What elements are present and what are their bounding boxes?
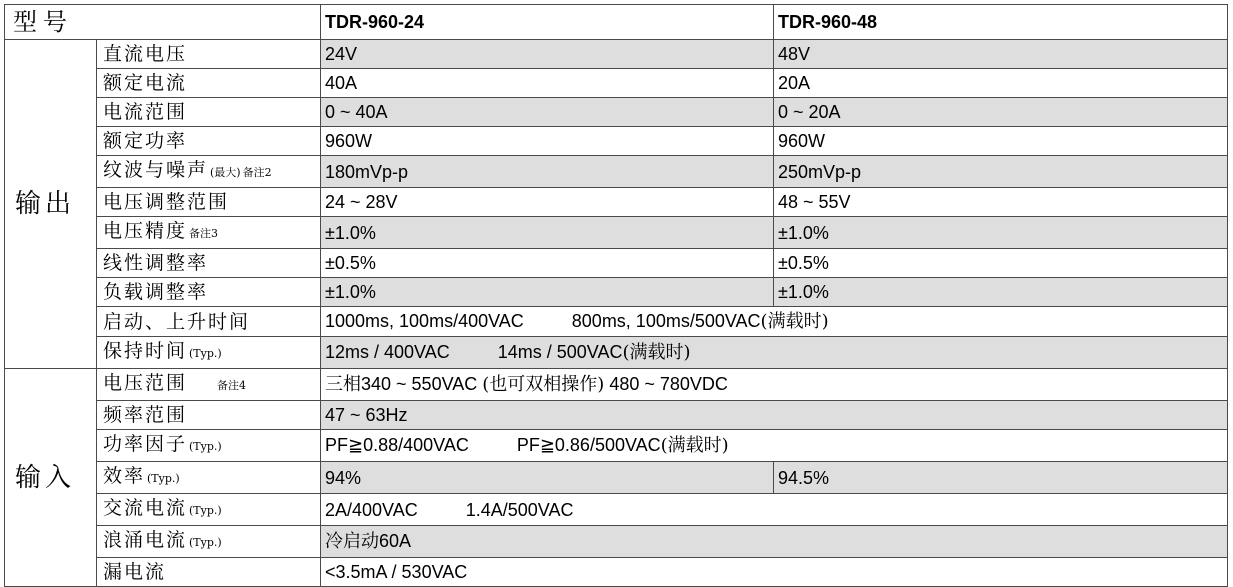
label-dc-voltage: 直流电压 bbox=[97, 40, 321, 69]
value-merged bbox=[321, 307, 1228, 337]
value-b: 94.5% bbox=[774, 462, 1228, 494]
value-2-cn: (满载时) bbox=[760, 311, 829, 332]
label-line-reg: 线性调整率 bbox=[97, 249, 321, 278]
row-rated-current bbox=[5, 69, 1228, 98]
label-freq-range: 频率范围 bbox=[97, 401, 321, 430]
qualifier: (最大) bbox=[210, 166, 241, 179]
value-a: 24V bbox=[321, 40, 774, 69]
value-a: ±1.0% bbox=[321, 217, 774, 249]
label-inrush bbox=[97, 526, 321, 558]
row-line-reg bbox=[5, 249, 1228, 278]
row-setup-rise bbox=[5, 307, 1228, 337]
note-ref: 备注3 bbox=[189, 227, 219, 240]
row-rated-power bbox=[5, 127, 1228, 156]
value: 60A bbox=[379, 531, 412, 551]
value-1: 2A/400VAC bbox=[325, 499, 418, 520]
label-text: 浪涌电流 bbox=[103, 529, 188, 551]
value-a: 40A bbox=[321, 69, 774, 98]
row-dc-voltage bbox=[5, 40, 1228, 69]
label-ripple-noise bbox=[97, 156, 321, 188]
label-text: 纹波与噪声 bbox=[103, 159, 209, 181]
label-text: 电压精度 bbox=[103, 220, 188, 242]
value-1: 1000ms, 100ms/400VAC bbox=[325, 311, 524, 331]
label-efficiency bbox=[97, 462, 321, 494]
value-2: 1.4A/500VAC bbox=[465, 499, 574, 520]
label-current-range: 电流范围 bbox=[97, 98, 321, 127]
qualifier: (Typ.) bbox=[189, 504, 222, 517]
value-cn-1: 三相 bbox=[325, 374, 361, 395]
row-hold-up bbox=[5, 337, 1228, 369]
value-cn-2: (也可双相操作) bbox=[482, 374, 605, 395]
row-load-reg bbox=[5, 278, 1228, 307]
value-a: 24 ~ 28V bbox=[321, 188, 774, 217]
row-power-factor bbox=[5, 430, 1228, 462]
row-ac-current bbox=[5, 494, 1228, 526]
label-text: 电压范围 bbox=[103, 372, 188, 394]
value-merged bbox=[321, 430, 1228, 462]
note-ref: 备注4 bbox=[217, 379, 247, 392]
label-text: 保持时间 bbox=[103, 340, 188, 362]
value-cn: 冷启动 bbox=[325, 531, 379, 552]
value-b: 48 ~ 55V bbox=[774, 188, 1228, 217]
label-power-factor bbox=[97, 430, 321, 462]
value-merged bbox=[321, 526, 1228, 558]
label-voltage-adj: 电压调整范围 bbox=[97, 188, 321, 217]
label-text: 效率 bbox=[103, 465, 146, 487]
qualifier: (Typ.) bbox=[189, 347, 222, 360]
row-efficiency bbox=[5, 462, 1228, 494]
label-text: 交流电流 bbox=[103, 497, 188, 519]
label-input-voltage bbox=[97, 369, 321, 401]
value-merged bbox=[321, 337, 1228, 369]
row-freq-range bbox=[5, 401, 1228, 430]
value-2: 480 ~ 780VDC bbox=[604, 374, 728, 394]
header-row bbox=[5, 5, 1228, 40]
value-2-cn: (满载时) bbox=[660, 435, 729, 456]
value-merged bbox=[321, 494, 1228, 526]
label-hold-up bbox=[97, 337, 321, 369]
qualifier: (Typ.) bbox=[189, 440, 222, 453]
row-input-voltage bbox=[5, 369, 1228, 401]
value-a: 94% bbox=[321, 462, 774, 494]
label-leakage: 漏电流 bbox=[97, 558, 321, 587]
value-b: 20A bbox=[774, 69, 1228, 98]
row-voltage-tol bbox=[5, 217, 1228, 249]
row-leakage bbox=[5, 558, 1228, 587]
value-1: 12ms / 400VAC bbox=[325, 342, 450, 362]
value-b: ±0.5% bbox=[774, 249, 1228, 278]
value-b: ±1.0% bbox=[774, 278, 1228, 307]
label-ac-current bbox=[97, 494, 321, 526]
label-rated-current: 额定电流 bbox=[97, 69, 321, 98]
value-b: ±1.0% bbox=[774, 217, 1228, 249]
label-text: 功率因子 bbox=[103, 433, 188, 455]
note-ref: 备注2 bbox=[242, 166, 272, 179]
value-a: 960W bbox=[321, 127, 774, 156]
value-merged bbox=[321, 369, 1228, 401]
value-b: 250mVp-p bbox=[774, 156, 1228, 188]
label-setup-rise: 启动、上升时间 bbox=[97, 307, 321, 337]
label-load-reg: 负载调整率 bbox=[97, 278, 321, 307]
value-2: 14ms / 500VAC bbox=[497, 342, 623, 362]
value-b: 960W bbox=[774, 127, 1228, 156]
value-2: PF≧0.86/500VAC bbox=[516, 435, 661, 455]
value-a: ±0.5% bbox=[321, 249, 774, 278]
value-merged: <3.5mA / 530VAC bbox=[321, 558, 1228, 587]
spec-table bbox=[4, 4, 1228, 587]
model-label: 型号 bbox=[5, 5, 321, 40]
row-inrush bbox=[5, 526, 1228, 558]
group-output: 输出 bbox=[5, 40, 97, 369]
value-b: 0 ~ 20A bbox=[774, 98, 1228, 127]
model-a-heading: TDR-960-24 bbox=[321, 5, 774, 40]
model-b-heading: TDR-960-48 bbox=[774, 5, 1228, 40]
label-rated-power: 额定功率 bbox=[97, 127, 321, 156]
value-2-cn: (满载时) bbox=[622, 342, 691, 363]
value-b: 48V bbox=[774, 40, 1228, 69]
label-voltage-tol bbox=[97, 217, 321, 249]
value-merged: 47 ~ 63Hz bbox=[321, 401, 1228, 430]
row-ripple-noise bbox=[5, 156, 1228, 188]
row-current-range bbox=[5, 98, 1228, 127]
value-1: 340 ~ 550VAC bbox=[361, 374, 483, 394]
value-a: 180mVp-p bbox=[321, 156, 774, 188]
qualifier: (Typ.) bbox=[147, 472, 180, 485]
value-2: 800ms, 100ms/500VAC bbox=[571, 311, 761, 331]
value-a: ±1.0% bbox=[321, 278, 774, 307]
qualifier: (Typ.) bbox=[189, 536, 222, 549]
value-a: 0 ~ 40A bbox=[321, 98, 774, 127]
value-1: PF≧0.88/400VAC bbox=[325, 435, 469, 455]
group-input: 输入 bbox=[5, 369, 97, 587]
row-voltage-adj bbox=[5, 188, 1228, 217]
